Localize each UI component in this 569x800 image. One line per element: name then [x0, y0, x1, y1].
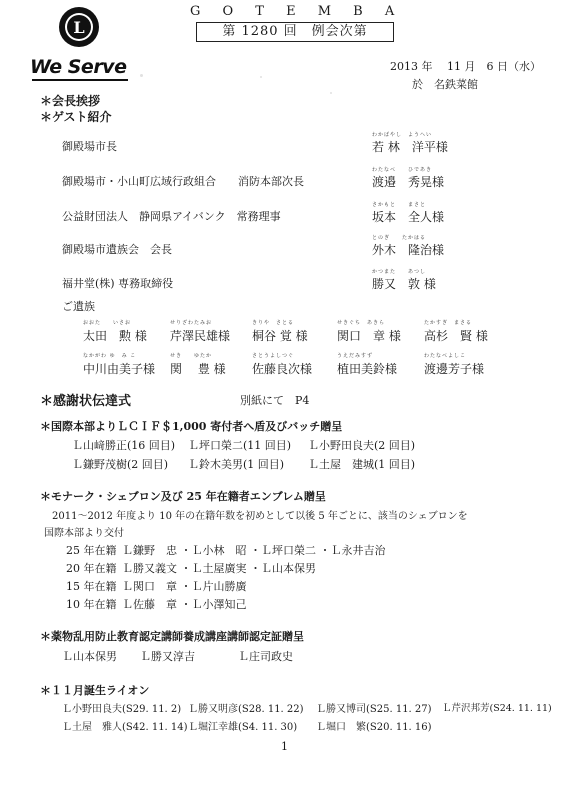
- birthday-lion: Ｌ堀口 繁(S20. 11. 16): [316, 722, 432, 733]
- chevron-years: 10 年在籍: [66, 598, 117, 611]
- appreciation-note: 別紙にて P4: [240, 394, 310, 407]
- bereaved-ruby: おおた いさお: [83, 320, 132, 326]
- logo-letter: L: [73, 18, 85, 37]
- chevron-years: 25 年在籍: [66, 544, 117, 557]
- meeting-date: 2013 年 11 月 6 日（水）: [390, 60, 541, 73]
- birthday-lion: Ｌ小野田良夫(S29. 11. 2): [62, 704, 182, 715]
- chevron-heading: ＊モナーク・シェブロン及び 25 年在籍者エンブレム贈呈: [40, 490, 326, 503]
- chevron-years: 20 年在籍: [66, 562, 117, 575]
- guest-ruby: わたなべ ひであき: [372, 167, 433, 173]
- bereaved-name: 芹澤民雄様: [170, 329, 231, 343]
- guest-intro-heading: ＊ゲスト紹介: [40, 110, 112, 124]
- bereaved-ruby: せきぐち あきら: [337, 320, 386, 326]
- bereaved-ruby: さとうよしつぐ: [252, 353, 295, 359]
- chevron-names: Ｌ佐藤 章 ・Ｌ小澤知己: [122, 598, 247, 611]
- bereaved-name: 渡邊芳子様: [424, 362, 485, 376]
- lions-emblem-icon: [58, 6, 100, 48]
- birthday-lion: Ｌ勝又明彦(S28. 11. 22): [188, 704, 304, 715]
- bereaved-name: 関口 章 様: [337, 329, 401, 343]
- logo-underline: [32, 79, 128, 81]
- chevron-names: Ｌ勝又義文 ・Ｌ土屋廣実 ・Ｌ山本保男: [122, 562, 316, 575]
- chevron-names: Ｌ鎌野 忠 ・Ｌ小林 昭 ・Ｌ坪口榮二 ・Ｌ永井吉治: [122, 544, 386, 557]
- club-name: G O T E M B A: [190, 4, 404, 19]
- guest-org: 福井堂(株) 専務取締役: [62, 277, 174, 290]
- lcif-heading: ＊国際本部よりＬＣＩＦ＄1,000 寄付者へ盾及びバッチ贈呈: [40, 420, 343, 433]
- bereaved-ruby: うえだみすず: [337, 353, 374, 359]
- birthday-lion: Ｌ土屋 雅人(S42. 11. 14): [62, 722, 188, 733]
- drug-recipient: Ｌ山本保男: [62, 650, 117, 663]
- bereaved-name: 太田 勲 様: [83, 329, 147, 343]
- bereaved-ruby: きりや さとる: [252, 320, 295, 326]
- bereaved-name: 中川由美子様: [83, 362, 156, 376]
- bereaved-ruby: わたなべよしこ: [424, 353, 467, 359]
- birthday-lion: Ｌ堀江幸雄(S4. 11. 30): [188, 722, 298, 733]
- guest-ruby: かつまた あつし: [372, 269, 427, 275]
- guest-org: 御殿場市遺族会 会長: [62, 243, 172, 256]
- birthday-heading: ＊１１月誕生ライオン: [40, 684, 150, 697]
- lcif-recipient: Ｌ小野田良夫(2 回目): [308, 439, 416, 452]
- guest-ruby: さかもと まさと: [372, 202, 427, 208]
- bereaved-ruby: たかすぎ まさる: [424, 320, 473, 326]
- bereaved-name: 佐藤良次様: [252, 362, 313, 376]
- birthday-lion: Ｌ勝又博司(S25. 11. 27): [316, 704, 432, 715]
- birthday-lion: Ｌ芹沢邦芳(S24. 11. 11): [442, 703, 552, 714]
- guest-ruby: わかばやし ようへい: [372, 132, 433, 138]
- drug-recipient: Ｌ勝又淳吉: [140, 650, 195, 663]
- bereaved-name: 桐谷 覚 様: [252, 329, 308, 343]
- chevron-desc: 国際本部より交付: [44, 528, 124, 539]
- guest-name: 若 林 洋平様: [372, 140, 448, 154]
- lcif-recipient: Ｌ土屋 建城(1 回目): [308, 458, 416, 471]
- lcif-recipient: Ｌ鈴木美男(1 回目): [188, 458, 285, 471]
- page-number: 1: [281, 740, 288, 753]
- bereaved-name: 関 豊 様: [170, 362, 226, 376]
- chevron-desc: 2011～2012 年度より 10 年の在籍年数を初めとして以後 5 年ごとに、該当のシェブロンを: [52, 511, 468, 522]
- guest-org: 公益財団法人 静岡県アイバンク 常務理事: [62, 210, 281, 223]
- guest-org: 御殿場市・小山町広域行政組合 消防本部次長: [62, 175, 304, 188]
- drug-heading: ＊薬物乱用防止教育認定講師養成講座講師認定証贈呈: [40, 630, 304, 643]
- lcif-recipient: Ｌ山﨑勝正(16 回目): [72, 439, 176, 452]
- lcif-recipient: Ｌ鎌野茂樹(2 回目): [72, 458, 169, 471]
- chevron-names: Ｌ関口 章 ・Ｌ片山勝廣: [122, 580, 247, 593]
- guest-name: 外木 隆治様: [372, 243, 445, 257]
- scan-speck: [330, 92, 332, 94]
- guest-name: 渡邉 秀晃様: [372, 175, 445, 189]
- guest-name: 坂本 全人様: [372, 210, 445, 224]
- scan-speck: [260, 76, 262, 78]
- bereaved-ruby: せりざわたみお: [170, 320, 213, 326]
- chevron-years: 15 年在籍: [66, 580, 117, 593]
- lcif-recipient: Ｌ坪口榮二(11 回目): [188, 439, 292, 452]
- bereaved-name: 植田美鈴様: [337, 362, 398, 376]
- drug-recipient: Ｌ庄司政史: [238, 650, 293, 663]
- appreciation-heading: ＊感謝状伝達式: [40, 394, 132, 409]
- meeting-venue: 於 名鉄菜館: [412, 78, 478, 91]
- bereaved-ruby: せき ゆたか: [170, 353, 213, 359]
- bereaved-label: ご遺族: [62, 300, 95, 313]
- guest-org: 御殿場市長: [62, 140, 117, 153]
- bereaved-ruby: なかがわ ゆ み こ: [83, 353, 137, 359]
- logo-slogan: We Serve: [30, 56, 127, 78]
- bereaved-name: 高杉 賢 様: [424, 329, 488, 343]
- president-greeting-heading: ＊会長挨拶: [40, 94, 101, 108]
- meeting-title: 第 1280 回 例会次第: [196, 22, 394, 42]
- guest-ruby: とのぎ たかはる: [372, 235, 427, 241]
- guest-name: 勝又 敦 様: [372, 277, 436, 291]
- scan-speck: [140, 74, 143, 77]
